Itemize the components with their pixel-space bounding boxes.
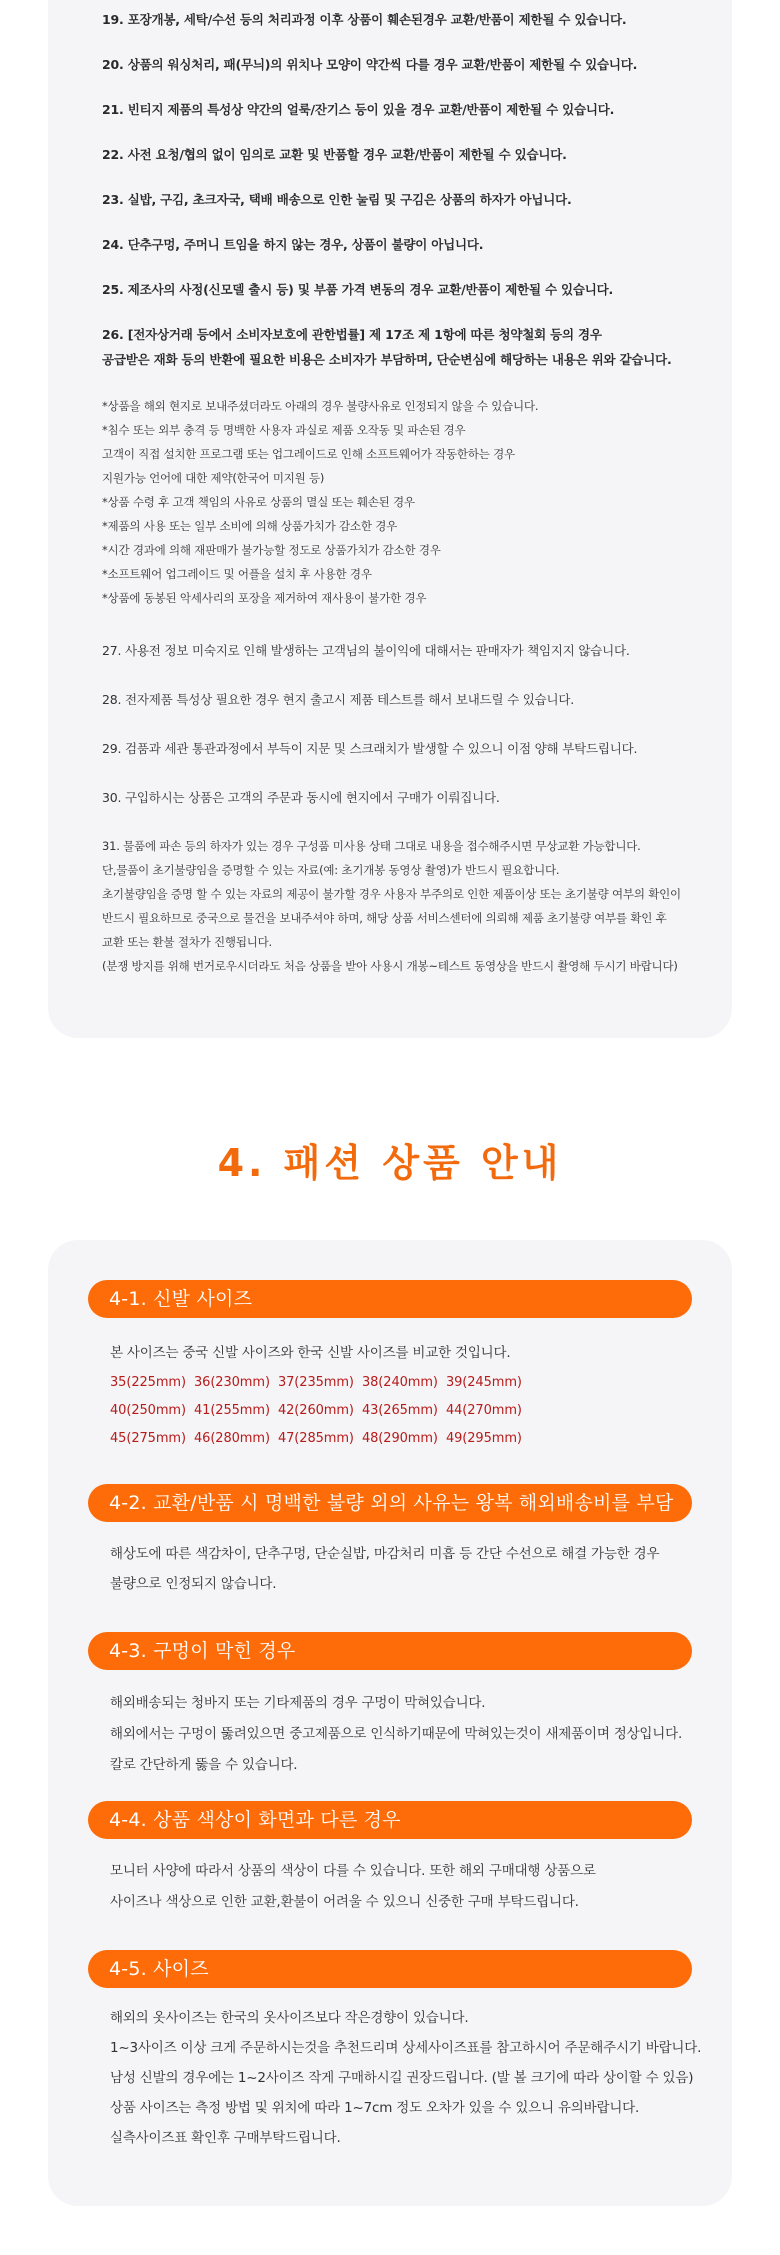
section-title: 4. 패션 상품 안내 [217, 1141, 563, 1185]
section-text: 사이즈나 색상으로 인한 교환,환불이 어려울 수 있으니 신중한 구매 부탁드립니다. [110, 1894, 579, 1910]
size-cell: 49(295mm) [445, 1431, 522, 1446]
notice-31-line: (분쟁 방지를 위해 번거로우시더라도 처음 상품을 받아 사용시 개봉~테스트 동영상을 반드시 촬영해 두시기 바랍니다) [102, 959, 678, 973]
notice-31-line: 단,물품이 초기불량임을 증명할 수 있는 자료(예: 초기개봉 동영상 촬영)가 반드시 필요합니다. [102, 863, 560, 877]
size-cell: 46(280mm) [193, 1431, 270, 1446]
section-text: 해상도에 따른 색감차이, 단추구멍, 단순실밥, 마감처리 미흡 등 간단 수선으로 해결 가능한 경우 [110, 1546, 660, 1562]
star-note: *제품의 사용 또는 일부 소비에 의해 상품가치가 감소한 경우 [102, 519, 398, 533]
section-text: 상품 사이즈는 측정 방법 및 위치에 따라 1~7cm 정도 오차가 있을 수 있으니 유의바랍니다. [110, 2100, 640, 2116]
star-note: *시간 경과에 의해 재판매가 불가능할 정도로 상품가치가 감소한 경우 [102, 543, 441, 557]
notice-item: 21. 빈티지 제품의 특성상 약간의 얼룩/잔기스 등이 있을 경우 교환/반품이 제한될 수 있습니다. [102, 102, 615, 117]
notice-31-line: 초기불량임을 증명 할 수 있는 자료의 제공이 불가할 경우 사용자 부주의로 인한 제품이상 또는 초기불량 여부의 확인이 [102, 887, 681, 901]
section-header-size: 4-5. 사이즈 [88, 1950, 692, 1988]
notice-item: 30. 구입하시는 상품은 고객의 주문과 동시에 현지에서 구매가 이뤄집니다. [102, 790, 500, 805]
notice-31-line: 31. 물품에 파손 등의 하자가 있는 경우 구성품 미사용 상태 그대로 내용을 접수해주시면 무상교환 가능합니다. [102, 839, 641, 853]
notice-31-line: 반드시 필요하므로 중국으로 물건을 보내주셔야 하며, 해당 상품 서비스센터에 의뢰해 제품 초기불량 여부를 확인 후 [102, 911, 667, 925]
section-text: 불량으로 인정되지 않습니다. [110, 1576, 277, 1592]
size-row [110, 1397, 526, 1425]
notice-line: 26. [전자상거래 등에서 소비자보호에 관한법률] 제 17조 제 1항에 따른 청약철회 등의 경우 [102, 327, 602, 342]
section-text: 해외에서는 구멍이 뚫려있으면 중고제품으로 인식하기때문에 막혀있는것이 새제품이며 정상입니다. [110, 1726, 683, 1742]
section-text: 해외배송되는 청바지 또는 기타제품의 경우 구멍이 막혀있습니다. [110, 1695, 486, 1711]
size-cell: 36(230mm) [193, 1375, 270, 1390]
size-cell: 38(240mm) [361, 1375, 438, 1390]
notice-item: 27. 사용전 정보 미숙지로 인해 발생하는 고객님의 불이익에 대해서는 판매자가 책임지지 않습니다. [102, 643, 630, 658]
size-cell: 37(235mm) [277, 1375, 354, 1390]
size-cell: 35(225mm) [110, 1375, 186, 1390]
star-note: *소프트웨어 업그레이드 및 어플을 설치 후 사용한 경우 [102, 567, 372, 581]
size-cell: 44(270mm) [445, 1403, 522, 1418]
section-text: 실측사이즈표 확인후 구매부탁드립니다. [110, 2130, 341, 2146]
notice-item: 19. 포장개봉, 세탁/수선 등의 처리과정 이후 상품이 훼손된경우 교환/반품이 제한될 수 있습니다. [102, 12, 627, 27]
star-note: *상품에 동봉된 악세사리의 포장을 제거하여 재사용이 불가한 경우 [102, 591, 427, 605]
star-note: *상품을 해외 현지로 보내주셨더라도 아래의 경우 불량사유로 인정되지 않을 수 있습니다. [102, 399, 539, 413]
section-text: 본 사이즈는 중국 신발 사이즈와 한국 신발 사이즈를 비교한 것입니다. [110, 1345, 511, 1361]
size-cell: 48(290mm) [361, 1431, 438, 1446]
size-cell: 39(245mm) [445, 1375, 522, 1390]
star-note: *상품 수령 후 고객 책임의 사유로 상품의 멸실 또는 훼손된 경우 [102, 495, 415, 509]
size-row [110, 1369, 526, 1397]
section-header-color-difference: 4-4. 상품 색상이 화면과 다른 경우 [88, 1801, 692, 1839]
star-note: 고객이 직접 설치한 프로그램 또는 업그레이드로 인해 소프트웨어가 작동한하는 경우 [102, 447, 515, 461]
notice-item: 22. 사전 요청/협의 없이 임의로 교환 및 반품할 경우 교환/반품이 제한될 수 있습니다. [102, 147, 567, 162]
section-text: 해외의 옷사이즈는 한국의 옷사이즈보다 작은경향이 있습니다. [110, 2010, 469, 2026]
section-text: 칼로 간단하게 뚫을 수 있습니다. [110, 1757, 298, 1773]
notice-item: 25. 제조사의 사정(신모델 출시 등) 및 부품 가격 변동의 경우 교환/반품이 제한될 수 있습니다. [102, 282, 614, 297]
size-cell: 42(260mm) [277, 1403, 354, 1418]
star-note: *침수 또는 외부 충격 등 명백한 사용자 과실로 제품 오작동 및 파손된 경우 [102, 423, 466, 437]
notice-item: 28. 전자제품 특성상 필요한 경우 현지 출고시 제품 테스트를 해서 보내드릴 수 있습니다. [102, 692, 575, 707]
notice-item: 20. 상품의 워싱처리, 패(무늬)의 위치나 모양이 약간씩 다를 경우 교환/반품이 제한될 수 있습니다. [102, 57, 638, 72]
section-text: 1~3사이즈 이상 크게 주문하시는것을 추천드리며 상세사이즈표를 참고하시어 주문해주시기 바랍니다. [110, 2040, 702, 2056]
section-header-return-shipping: 4-2. 교환/반품 시 명백한 불량 외의 사유는 왕복 해외배송비를 부담 [88, 1484, 692, 1522]
size-cell: 45(275mm) [110, 1431, 186, 1446]
notice-item: 24. 단추구멍, 주머니 트임을 하지 않는 경우, 상품이 불량이 아닙니다. [102, 237, 484, 252]
notice-item-26 [102, 322, 742, 372]
size-cell: 41(255mm) [193, 1403, 270, 1418]
notice-31-line: 교환 또는 환불 절차가 진행됩니다. [102, 935, 273, 949]
star-note: 지원가능 언어에 대한 제약(한국어 미지원 등) [102, 471, 325, 485]
section-text: 남성 신발의 경우에는 1~2사이즈 작게 구매하시길 권장드립니다. (발 볼 크기에 따라 상이할 수 있음) [110, 2070, 694, 2086]
notice-item: 29. 검품과 세관 통관과정에서 부득이 지문 및 스크래치가 발생할 수 있으니 이점 양해 부탁드립니다. [102, 741, 638, 756]
notice-item: 23. 실밥, 구김, 초크자국, 택배 배송으로 인한 눌림 및 구김은 상품의 하자가 아닙니다. [102, 192, 572, 207]
size-cell: 43(265mm) [361, 1403, 438, 1418]
section-header-blocked-holes: 4-3. 구멍이 막힌 경우 [88, 1632, 692, 1670]
size-cell: 47(285mm) [277, 1431, 354, 1446]
notice-line: 공급받은 재화 등의 반환에 필요한 비용은 소비자가 부담하며, 단순변심에 해당하는 내용은 위와 같습니다. [102, 352, 672, 367]
size-cell: 40(250mm) [110, 1403, 186, 1418]
section-text: 모니터 사양에 따라서 상품의 색상이 다를 수 있습니다. 또한 해외 구매대행 상품으로 [110, 1863, 596, 1879]
size-row [110, 1425, 526, 1453]
section-header-shoe-size: 4-1. 신발 사이즈 [88, 1280, 692, 1318]
